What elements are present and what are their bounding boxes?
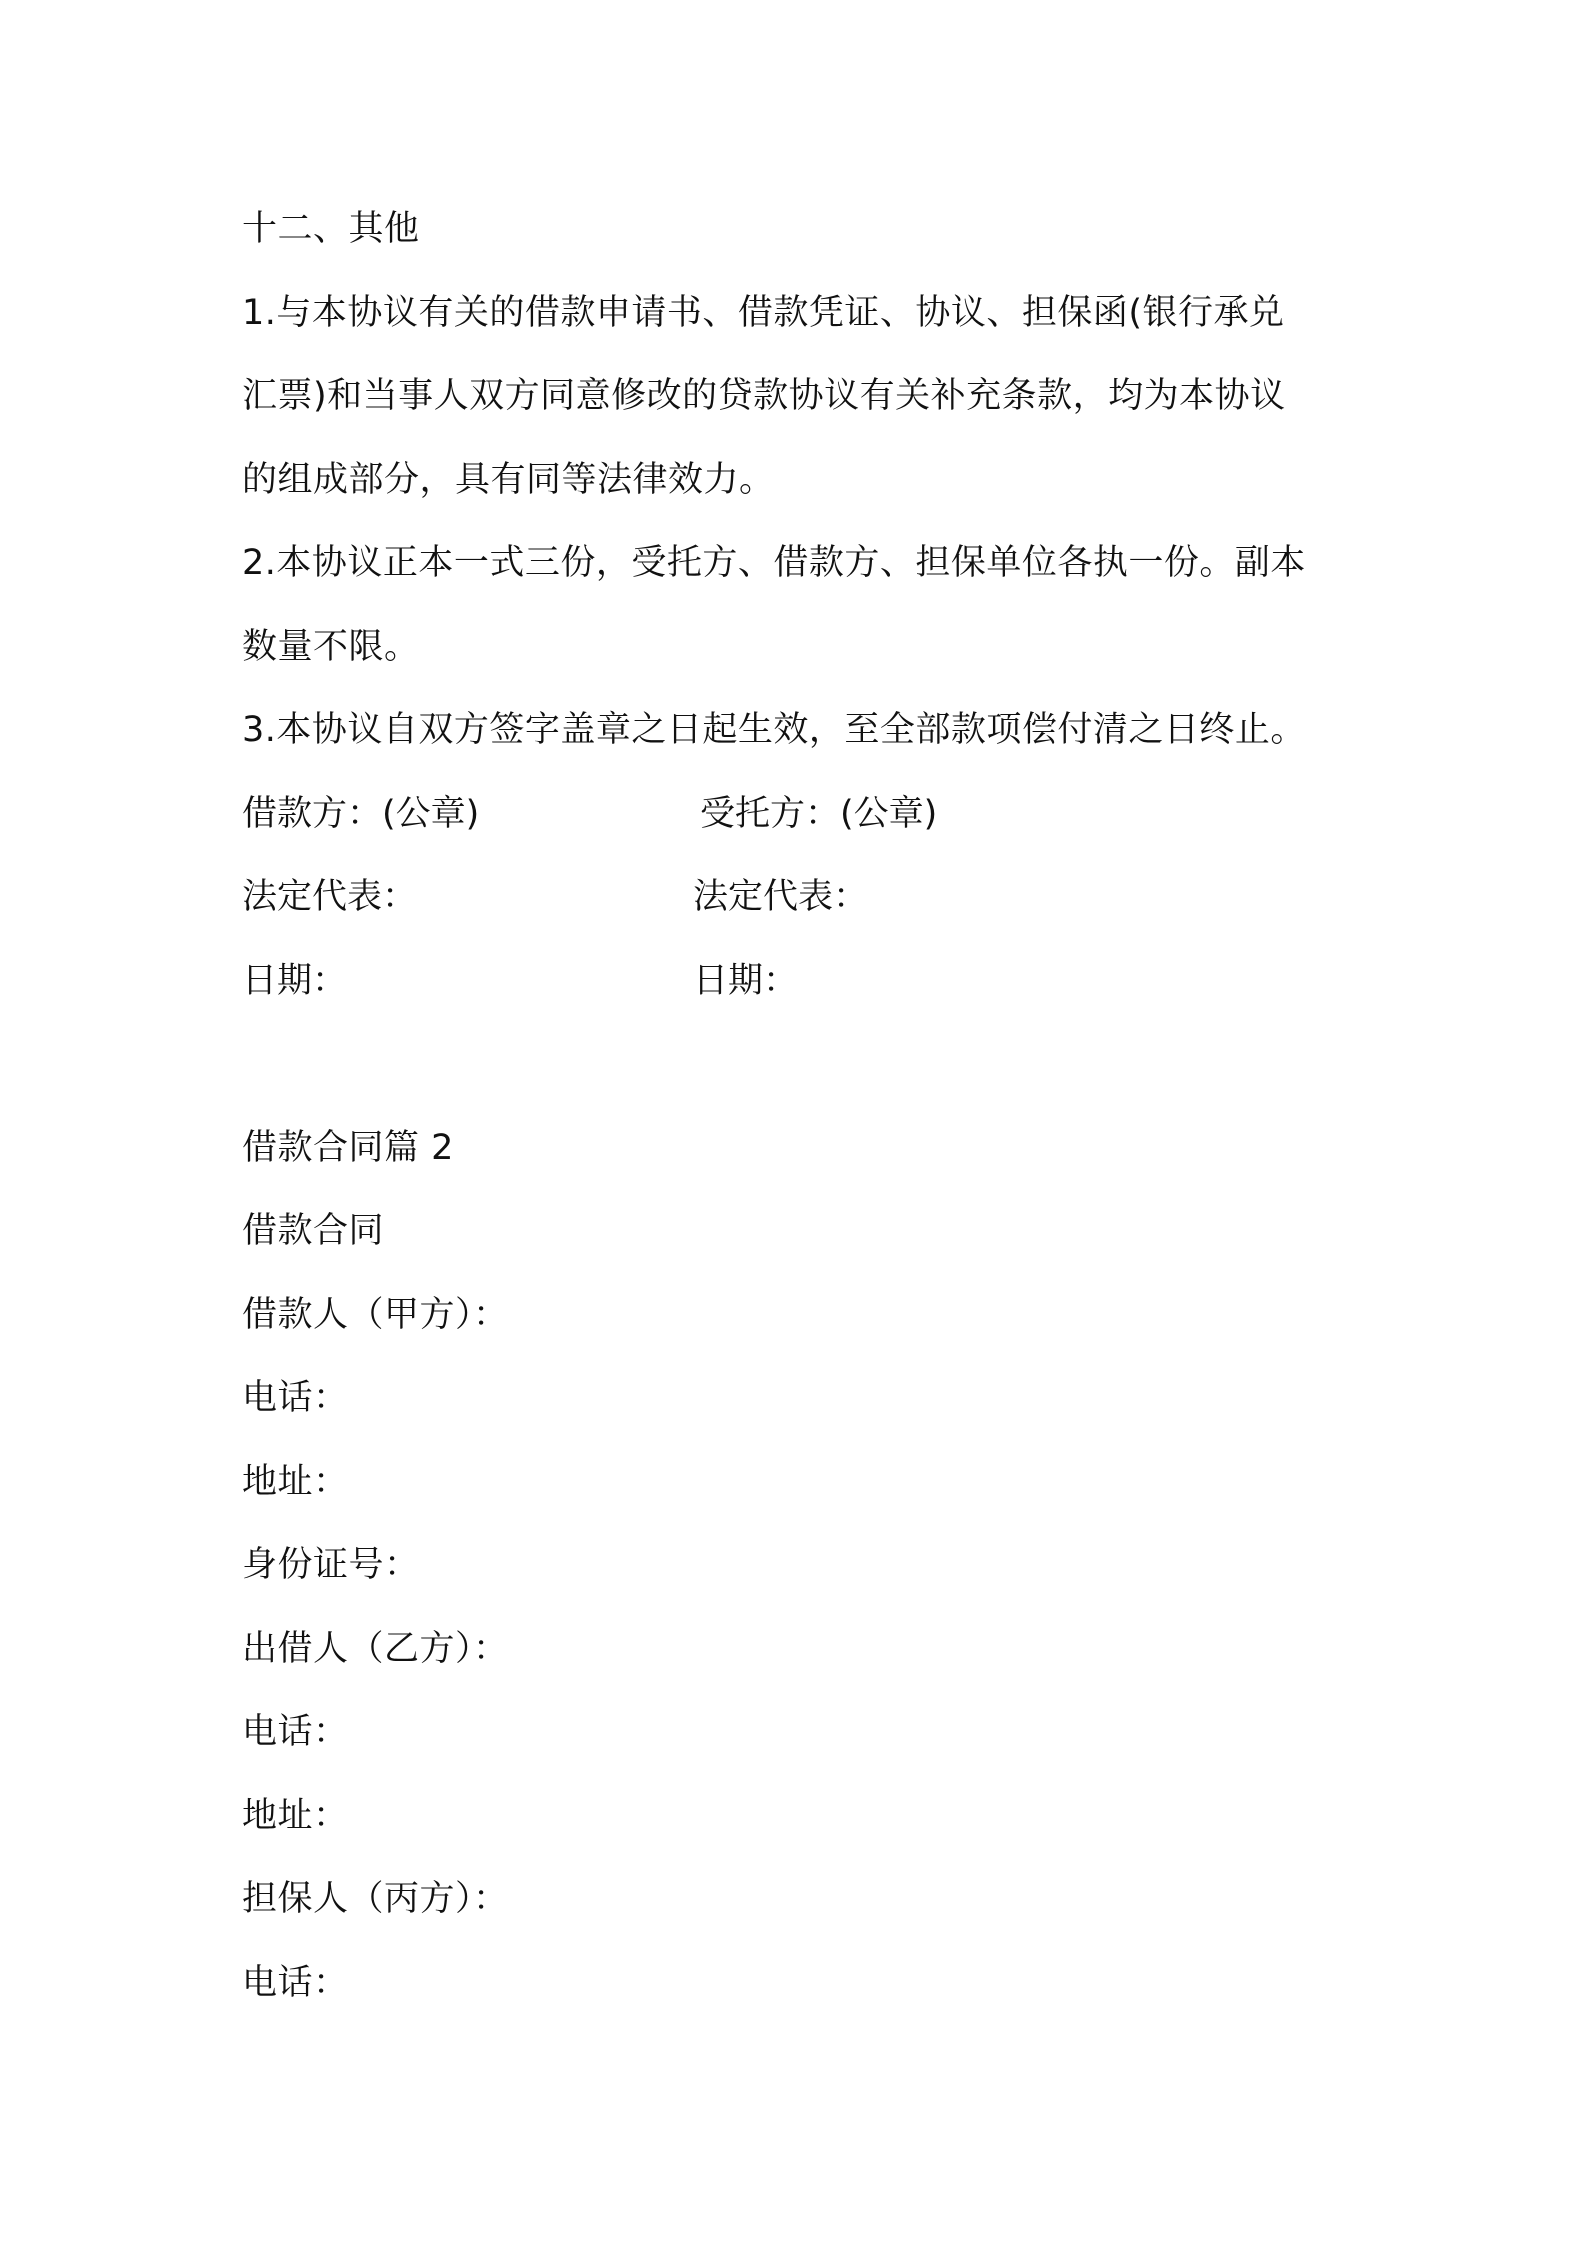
party-a-phone-label: 电话： — [242, 1378, 349, 1418]
clause-3-line-1: 3.本协议自双方签字盖章之日起生效，至全部款项偿付清之日终止。 — [242, 710, 1306, 750]
trustee-seal-label: 受托方：(公章) — [700, 794, 938, 834]
party-b-label: 出借人（乙方）： — [242, 1629, 509, 1669]
clause-1-line-1: 1.与本协议有关的借款申请书、借款凭证、协议、担保函(银行承兑 — [242, 293, 1285, 333]
borrower-representative-label: 法定代表： — [242, 877, 418, 917]
party-a-label: 借款人（甲方）： — [242, 1295, 509, 1335]
borrower-seal-label: 借款方：(公章) — [242, 794, 480, 834]
party-c-label: 担保人（丙方）： — [242, 1879, 509, 1919]
section-heading: 十二、其他 — [242, 209, 420, 249]
party-a-address-label: 地址： — [242, 1462, 349, 1502]
borrower-date-label: 日期： — [242, 961, 348, 1001]
clause-2-line-1: 2.本协议正本一式三份，受托方、借款方、担保单位各执一份。副本 — [242, 543, 1306, 583]
party-b-phone-label: 电话： — [242, 1712, 349, 1752]
party-c-phone-label: 电话： — [242, 1963, 349, 2003]
trustee-representative-label: 法定代表： — [693, 877, 869, 917]
trustee-date-label: 日期： — [693, 961, 799, 1001]
contract-2-subtitle: 借款合同 — [242, 1211, 385, 1251]
contract-2-title: 借款合同篇 2 — [242, 1128, 454, 1168]
clause-1-line-3: 的组成部分，具有同等法律效力。 — [242, 460, 775, 500]
clause-1-line-2: 汇票)和当事人双方同意修改的贷款协议有关补充条款，均为本协议 — [242, 376, 1286, 416]
clause-2-line-2: 数量不限。 — [242, 627, 420, 667]
party-b-address-label: 地址： — [242, 1796, 349, 1836]
party-a-id-label: 身份证号： — [242, 1545, 420, 1585]
